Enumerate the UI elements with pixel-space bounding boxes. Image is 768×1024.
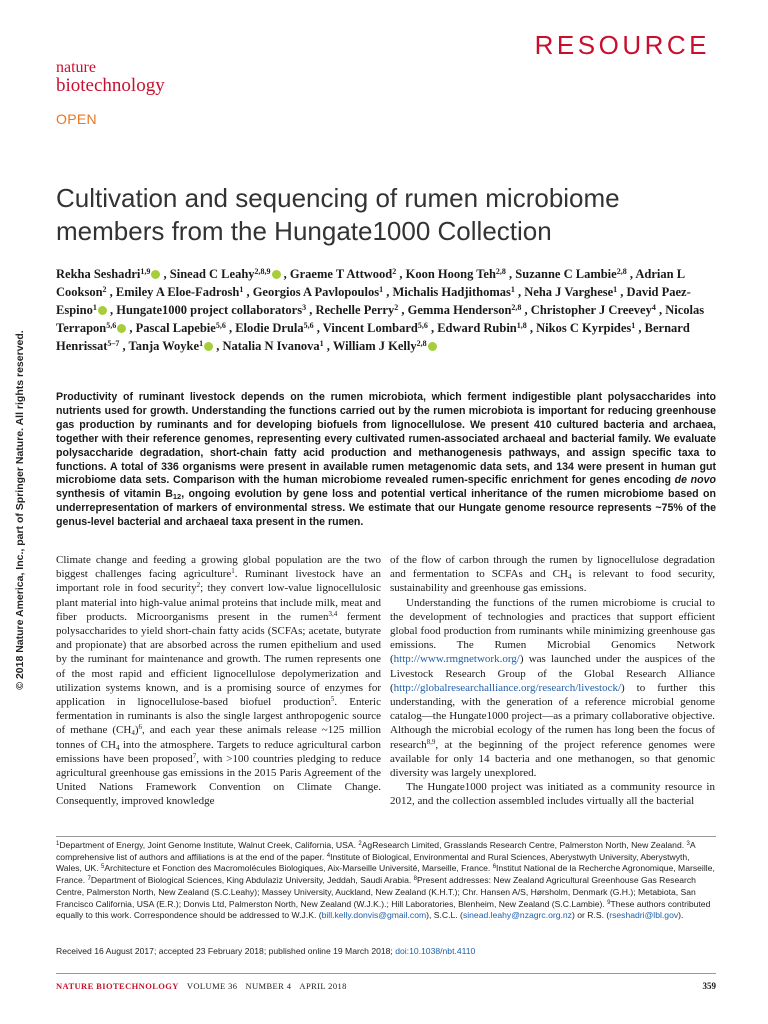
text-run: , and each year these animals release ~125 million tonnes of CH bbox=[56, 724, 381, 751]
affil-text: ), S.C.L. ( bbox=[426, 910, 463, 921]
author-name: Nikos C Kyrpides bbox=[536, 321, 632, 335]
author bbox=[129, 339, 214, 353]
affil-marker: 5 bbox=[101, 864, 105, 871]
citation[interactable]: 2 bbox=[196, 581, 201, 590]
citation[interactable]: 6 bbox=[138, 723, 142, 732]
subscript: 4 bbox=[567, 573, 572, 582]
author-separator: , bbox=[396, 267, 406, 281]
affil-text: ). bbox=[678, 910, 684, 921]
author-affiliation: 2,8,9 bbox=[254, 267, 271, 276]
author-affiliation: 1 bbox=[199, 339, 204, 348]
author-affiliation: 1 bbox=[319, 339, 324, 348]
author-separator: , bbox=[106, 285, 116, 299]
intro-paragraph-3: The Hungate1000 project was initiated as a community resource in 2012, and the collection assembled includes virtually all the bacterial bbox=[390, 781, 715, 808]
text-run: ; they convert low-value lignocellulosic plant material into high-value animal proteins that include milk, meat and fiber products. Microorganisms present in the rumen bbox=[56, 582, 381, 623]
author-affiliation: 1 bbox=[379, 285, 384, 294]
author-separator: , bbox=[323, 339, 333, 353]
citation[interactable]: 8,9 bbox=[426, 737, 436, 746]
author-affiliation: 1,9 bbox=[140, 267, 151, 276]
subscript: 4 bbox=[115, 743, 120, 752]
author-affiliation: 5,6 bbox=[303, 321, 314, 330]
citation[interactable]: 7 bbox=[192, 751, 197, 760]
intro-paragraph-1 bbox=[56, 553, 381, 809]
author-name: Nicolas Terrapon bbox=[56, 303, 705, 335]
author-separator: , bbox=[213, 339, 223, 353]
email-seshadri-link[interactable]: rseshadri@lbl.gov bbox=[609, 910, 679, 921]
author-name: Gemma Henderson bbox=[407, 303, 512, 317]
affil-text: Present addresses: New Zealand Agricultural Greenhouse Gas Research Centre, Palmerston North, New Zealand (S.C.Leahy); Massey University, Auckland, New Zealand (K.H.T.); Chr. Hansen A/S, Hørsholm, Denmark (G.H.); Metabiota, San Francisco California, USA (E.R.); Donvis Ltd, Palmerston North, New Zealand (W.J.K.).; Hill Laboratories, Blenheim, New Zealand (S.C.Lambie). bbox=[56, 875, 696, 909]
author-name: Georgios A Pavlopoulos bbox=[252, 285, 380, 299]
affil-text: Architecture et Fonction des Macromolécules Biologiques, Aix-Marseille Université, Marseille, France. bbox=[104, 863, 493, 874]
text-run: Climate change and feeding a growing global population are the two biggest challenges facing agriculture bbox=[56, 554, 381, 581]
abstract-italic: de novo bbox=[674, 474, 716, 487]
affil-text: Institut National de la Recherche Agronomique, Marseille, France. bbox=[56, 863, 715, 886]
text-run: , with >100 countries pledging to reduce agricultural greenhouse gas emissions in the 2015 Paris Agreement of the United Nations Framework Convention on Climate Change. Consequently, improved knowledge bbox=[56, 752, 381, 808]
text-run: ferment polysaccharides to yield short-chain fatty acids (SCFAs; acetate, butyrate and propionate) that are absorbed across the rumen epithelium and used by the ruminant for maintenance and growth. The rumen represents one of the most rapid and efficient lignocellulose depolymerization and utilization systems known, and is a promising source of enzymes for application in lignocellulose-based biofuel production bbox=[56, 610, 381, 709]
author-name: Bernard Henrissat bbox=[56, 321, 690, 353]
author-separator: , bbox=[635, 321, 645, 335]
footer-date: APRIL 2018 bbox=[299, 981, 347, 991]
author-separator: , bbox=[160, 267, 170, 281]
intro-paragraph-2 bbox=[390, 596, 715, 781]
author bbox=[56, 267, 160, 281]
author bbox=[333, 339, 437, 353]
author-affiliation: 2,8 bbox=[495, 267, 506, 276]
author bbox=[406, 267, 506, 281]
author bbox=[136, 321, 226, 335]
author-affiliation: 1 bbox=[239, 285, 244, 294]
affiliations bbox=[56, 840, 716, 922]
author bbox=[531, 303, 656, 317]
text-run: into the atmosphere. Targets to reduce agricultural carbon emissions have been proposed bbox=[56, 738, 381, 765]
author-separator: , bbox=[383, 285, 393, 299]
author-affiliation: 2 bbox=[392, 267, 397, 276]
author-affiliation: 2,8 bbox=[616, 267, 627, 276]
author-separator: , bbox=[126, 321, 136, 335]
author-affiliation: 1 bbox=[613, 285, 618, 294]
orcid-icon[interactable] bbox=[98, 306, 107, 315]
footnote-divider bbox=[56, 836, 716, 837]
body-column-left bbox=[56, 553, 381, 809]
author-name: Michalis Hadjithomas bbox=[392, 285, 511, 299]
author-separator: , bbox=[398, 303, 408, 317]
author bbox=[116, 285, 243, 299]
author-name: Vincent Lombard bbox=[322, 321, 418, 335]
author-affiliation: 2,8 bbox=[511, 303, 522, 312]
copyright-text: © 2018 Nature America, Inc., part of Springer Nature. All rights reserved. bbox=[14, 330, 26, 690]
journal-logo-line1: nature bbox=[56, 59, 96, 76]
author-affiliation: 5,6 bbox=[417, 321, 428, 330]
author bbox=[290, 267, 396, 281]
author-affiliation: 2 bbox=[102, 285, 107, 294]
author-name: Rechelle Perry bbox=[315, 303, 395, 317]
text-run: ) was launched under the auspices of the Livestock Research Group of the Global Research Alliance ( bbox=[390, 653, 715, 694]
orcid-icon[interactable] bbox=[204, 342, 213, 351]
affil-text: A comprehensive list of authors and affiliations is at the end of the paper. bbox=[56, 840, 696, 862]
affil-text: Department of Energy, Joint Genome Institute, Walnut Creek, California, USA. bbox=[59, 840, 359, 850]
article-title: Cultivation and sequencing of rumen microbiome members from the Hungate1000 Collection bbox=[56, 183, 620, 246]
orcid-icon[interactable] bbox=[428, 342, 437, 351]
footer-volume: VOLUME 36 bbox=[186, 981, 238, 991]
affil-marker: 4 bbox=[326, 852, 331, 859]
text-run: of the flow of carbon through the rumen by lignocellulose degradation and fermentation to SCFAs and CH bbox=[390, 554, 715, 581]
text-run: . Enteric fermentation in ruminants is also the single largest anthropogenic source of methane (CH bbox=[56, 696, 381, 737]
author-affiliation: 1 bbox=[631, 321, 636, 330]
orcid-icon[interactable] bbox=[117, 324, 126, 333]
abstract-text-3: , ongoing evolution by gene loss and potential vertical inheritance of the rumen microbiome based on underrepresentation of markers of environmental stress. We estimate that our Hungate genome resource represents ~75% of the genus-level bacterial and archaeal taxa present in the rumen. bbox=[56, 488, 716, 529]
citation[interactable]: 5 bbox=[330, 695, 335, 704]
author-affiliation: 5,6 bbox=[106, 321, 117, 330]
author-name: Rekha Seshadri bbox=[56, 267, 141, 281]
author bbox=[170, 267, 281, 281]
author-name: David Paez-Espino bbox=[56, 285, 691, 317]
author-affiliation: 3 bbox=[302, 303, 307, 312]
author-separator: , bbox=[505, 267, 516, 281]
author-name: Hungate1000 project collaborators bbox=[116, 303, 303, 317]
author-affiliation: 5–7 bbox=[107, 339, 120, 348]
author bbox=[392, 285, 514, 299]
affil-marker: 2 bbox=[358, 841, 362, 847]
author-separator: , bbox=[306, 303, 316, 317]
received-text: Received 16 August 2017; accepted 23 February 2018; published online 19 March 2018; bbox=[56, 946, 396, 956]
text-run: ) to further this understanding, with the generation of a reference microbial genome catalog—the Hungate1000 project—as a primary collaborative objective. Although the microbial ecology of the rumen has long been the focus of research bbox=[390, 681, 715, 751]
author bbox=[437, 321, 527, 335]
subscript: 4 bbox=[131, 729, 135, 738]
author bbox=[235, 321, 313, 335]
text-run: ) bbox=[134, 724, 139, 737]
citation[interactable]: 3,4 bbox=[328, 609, 338, 618]
author-separator: , bbox=[521, 303, 531, 317]
text-run: , at the beginning of the project reference genomes were available for only 14 bacteria and one methanogen, so that genomic diversity was largely unexplored. bbox=[390, 738, 715, 780]
affil-marker: 8 bbox=[413, 876, 417, 883]
author-name: Neha J Varghese bbox=[524, 285, 614, 299]
open-access-label: OPEN bbox=[56, 111, 97, 127]
affil-marker: 3 bbox=[686, 841, 690, 847]
author-separator: , bbox=[106, 303, 117, 317]
author-separator: , bbox=[119, 339, 129, 353]
received-dates bbox=[56, 946, 716, 956]
author-separator: , bbox=[626, 267, 636, 281]
author-separator: , bbox=[514, 285, 525, 299]
section-label: RESOURCE bbox=[534, 30, 710, 60]
affil-text: Institute of Biological, Environmental and Rural Sciences, Aberystwyth University, Aberystwyth, Wales, UK. bbox=[56, 851, 690, 874]
abstract bbox=[56, 391, 716, 530]
author-affiliation: 1 bbox=[510, 285, 515, 294]
author bbox=[515, 267, 626, 281]
author-name: William J Kelly bbox=[332, 339, 417, 353]
author-affiliation: 5,6 bbox=[215, 321, 226, 330]
author bbox=[222, 339, 323, 353]
author-name: Pascal Lapebie bbox=[135, 321, 216, 335]
rmg-network-link[interactable]: http://www.rmgnetwork.org/ bbox=[393, 653, 520, 666]
author-name: Edward Rubin bbox=[437, 321, 517, 335]
doi-link[interactable]: doi:10.1038/nbt.4110 bbox=[395, 946, 476, 956]
page-number: 359 bbox=[702, 981, 716, 991]
author-list bbox=[56, 265, 716, 355]
author-separator: , bbox=[427, 321, 438, 335]
author bbox=[408, 303, 522, 317]
body-column-right bbox=[390, 553, 715, 809]
author-separator: , bbox=[655, 303, 666, 317]
author-affiliation: 1 bbox=[92, 303, 97, 312]
affil-text: Department of Biological Sciences, King Abdulaziz University, Jeddah, Saudi Arabia. bbox=[90, 875, 414, 886]
author-separator: , bbox=[225, 321, 236, 335]
affil-text: ) or R.S. ( bbox=[571, 910, 610, 921]
email-leahy-link[interactable]: sinead.leahy@nzagrc.org.nz bbox=[462, 910, 572, 921]
footer-divider bbox=[56, 973, 716, 974]
author-name: Christopher J Creevey bbox=[530, 303, 652, 317]
abstract-text-1: Productivity of ruminant livestock depends on the rumen microbiota, which ferment indigestible plant polysaccharides into nutrients used for growth. Understanding the functions carried out by the rumen microbiota is important for reducing greenhouse gas production by ruminants and for developing biofuels from lignocellulose. We present 410 cultured bacteria and archaea, together with their reference genomes, representing every cultivated rumen-associated archaeal and bacterial family. We evaluate polysaccharide degradation, short-chain fatty acid production and methanogenesis pathways, and assign specific taxa to functions. A total of 336 organisms were present in available rumen metagenomic data sets, and 134 were present in human gut microbiome data sets. Comparison with the human microbiome revealed rumen-specific enrichment for genes encoding bbox=[56, 391, 716, 487]
author-separator: , bbox=[617, 285, 627, 299]
text-run: Understanding the functions of the rumen microbiome is crucial to the development of technologies and practices that support efficient global food production from ruminants while minimizing greenhouse gas emissions. The Rumen Microbial Genomics Network ( bbox=[390, 596, 715, 666]
journal-logo-line2: biotechnology bbox=[56, 75, 165, 96]
affil-marker: 9 bbox=[607, 899, 611, 906]
author-separator: , bbox=[243, 285, 253, 299]
text-run: is relevant to food security, sustainability and greenhouse gas emissions. bbox=[390, 568, 715, 595]
author-name: Tanja Woyke bbox=[128, 339, 200, 353]
footer-journal-info bbox=[56, 981, 355, 991]
footer-journal-name: NATURE BIOTECHNOLOGY bbox=[56, 981, 179, 991]
author bbox=[315, 303, 398, 317]
affil-marker: 7 bbox=[87, 876, 91, 883]
author-name: Adrian L Cookson bbox=[56, 267, 685, 299]
author-separator: , bbox=[526, 321, 537, 335]
copyright-sidebar bbox=[0, 300, 40, 720]
author bbox=[323, 321, 428, 335]
author bbox=[116, 303, 306, 317]
affil-text: These authors contributed equally to this work. Correspondence should be addressed to W.J.K. ( bbox=[56, 898, 711, 921]
author-affiliation: 2 bbox=[394, 303, 399, 312]
affil-text: AgResearch Limited, Grasslands Research Centre, Palmerston North, New Zealand. bbox=[361, 840, 687, 850]
author-affiliation: 1,8 bbox=[516, 321, 527, 330]
orcid-icon[interactable] bbox=[272, 270, 281, 279]
author-affiliation: 2,8 bbox=[416, 339, 427, 348]
citation[interactable]: 1 bbox=[231, 567, 235, 576]
author-name: Koon Hoong Teh bbox=[405, 267, 496, 281]
author-name: Sinead C Leahy bbox=[169, 267, 255, 281]
author-name: Graeme T Attwood bbox=[289, 267, 393, 281]
author-separator: , bbox=[280, 267, 290, 281]
footer-number: NUMBER 4 bbox=[245, 981, 292, 991]
email-kelly-link[interactable]: bill.kelly.donvis@gmail.com bbox=[321, 910, 427, 921]
author-name: Elodie Drula bbox=[235, 321, 304, 335]
author-name: Natalia N Ivanova bbox=[222, 339, 320, 353]
affil-marker: 6 bbox=[492, 864, 497, 871]
author bbox=[253, 285, 383, 299]
author-name: Suzanne C Lambie bbox=[515, 267, 617, 281]
abstract-subscript: 12 bbox=[172, 492, 182, 502]
intro-paragraph-1-cont bbox=[390, 553, 715, 596]
abstract-text-2: synthesis of vitamin B bbox=[56, 488, 173, 501]
author-name: Emiley A Eloe-Fadrosh bbox=[115, 285, 240, 299]
author bbox=[536, 321, 635, 335]
author-affiliation: 4 bbox=[651, 303, 656, 312]
affil-marker: 1 bbox=[56, 841, 60, 847]
text-run: . Ruminant livestock have an important role in food security bbox=[56, 568, 382, 595]
global-research-alliance-link[interactable]: http://globalresearchalliance.org/research/livestock/ bbox=[393, 681, 622, 694]
author bbox=[524, 285, 617, 299]
author-separator: , bbox=[313, 321, 323, 335]
